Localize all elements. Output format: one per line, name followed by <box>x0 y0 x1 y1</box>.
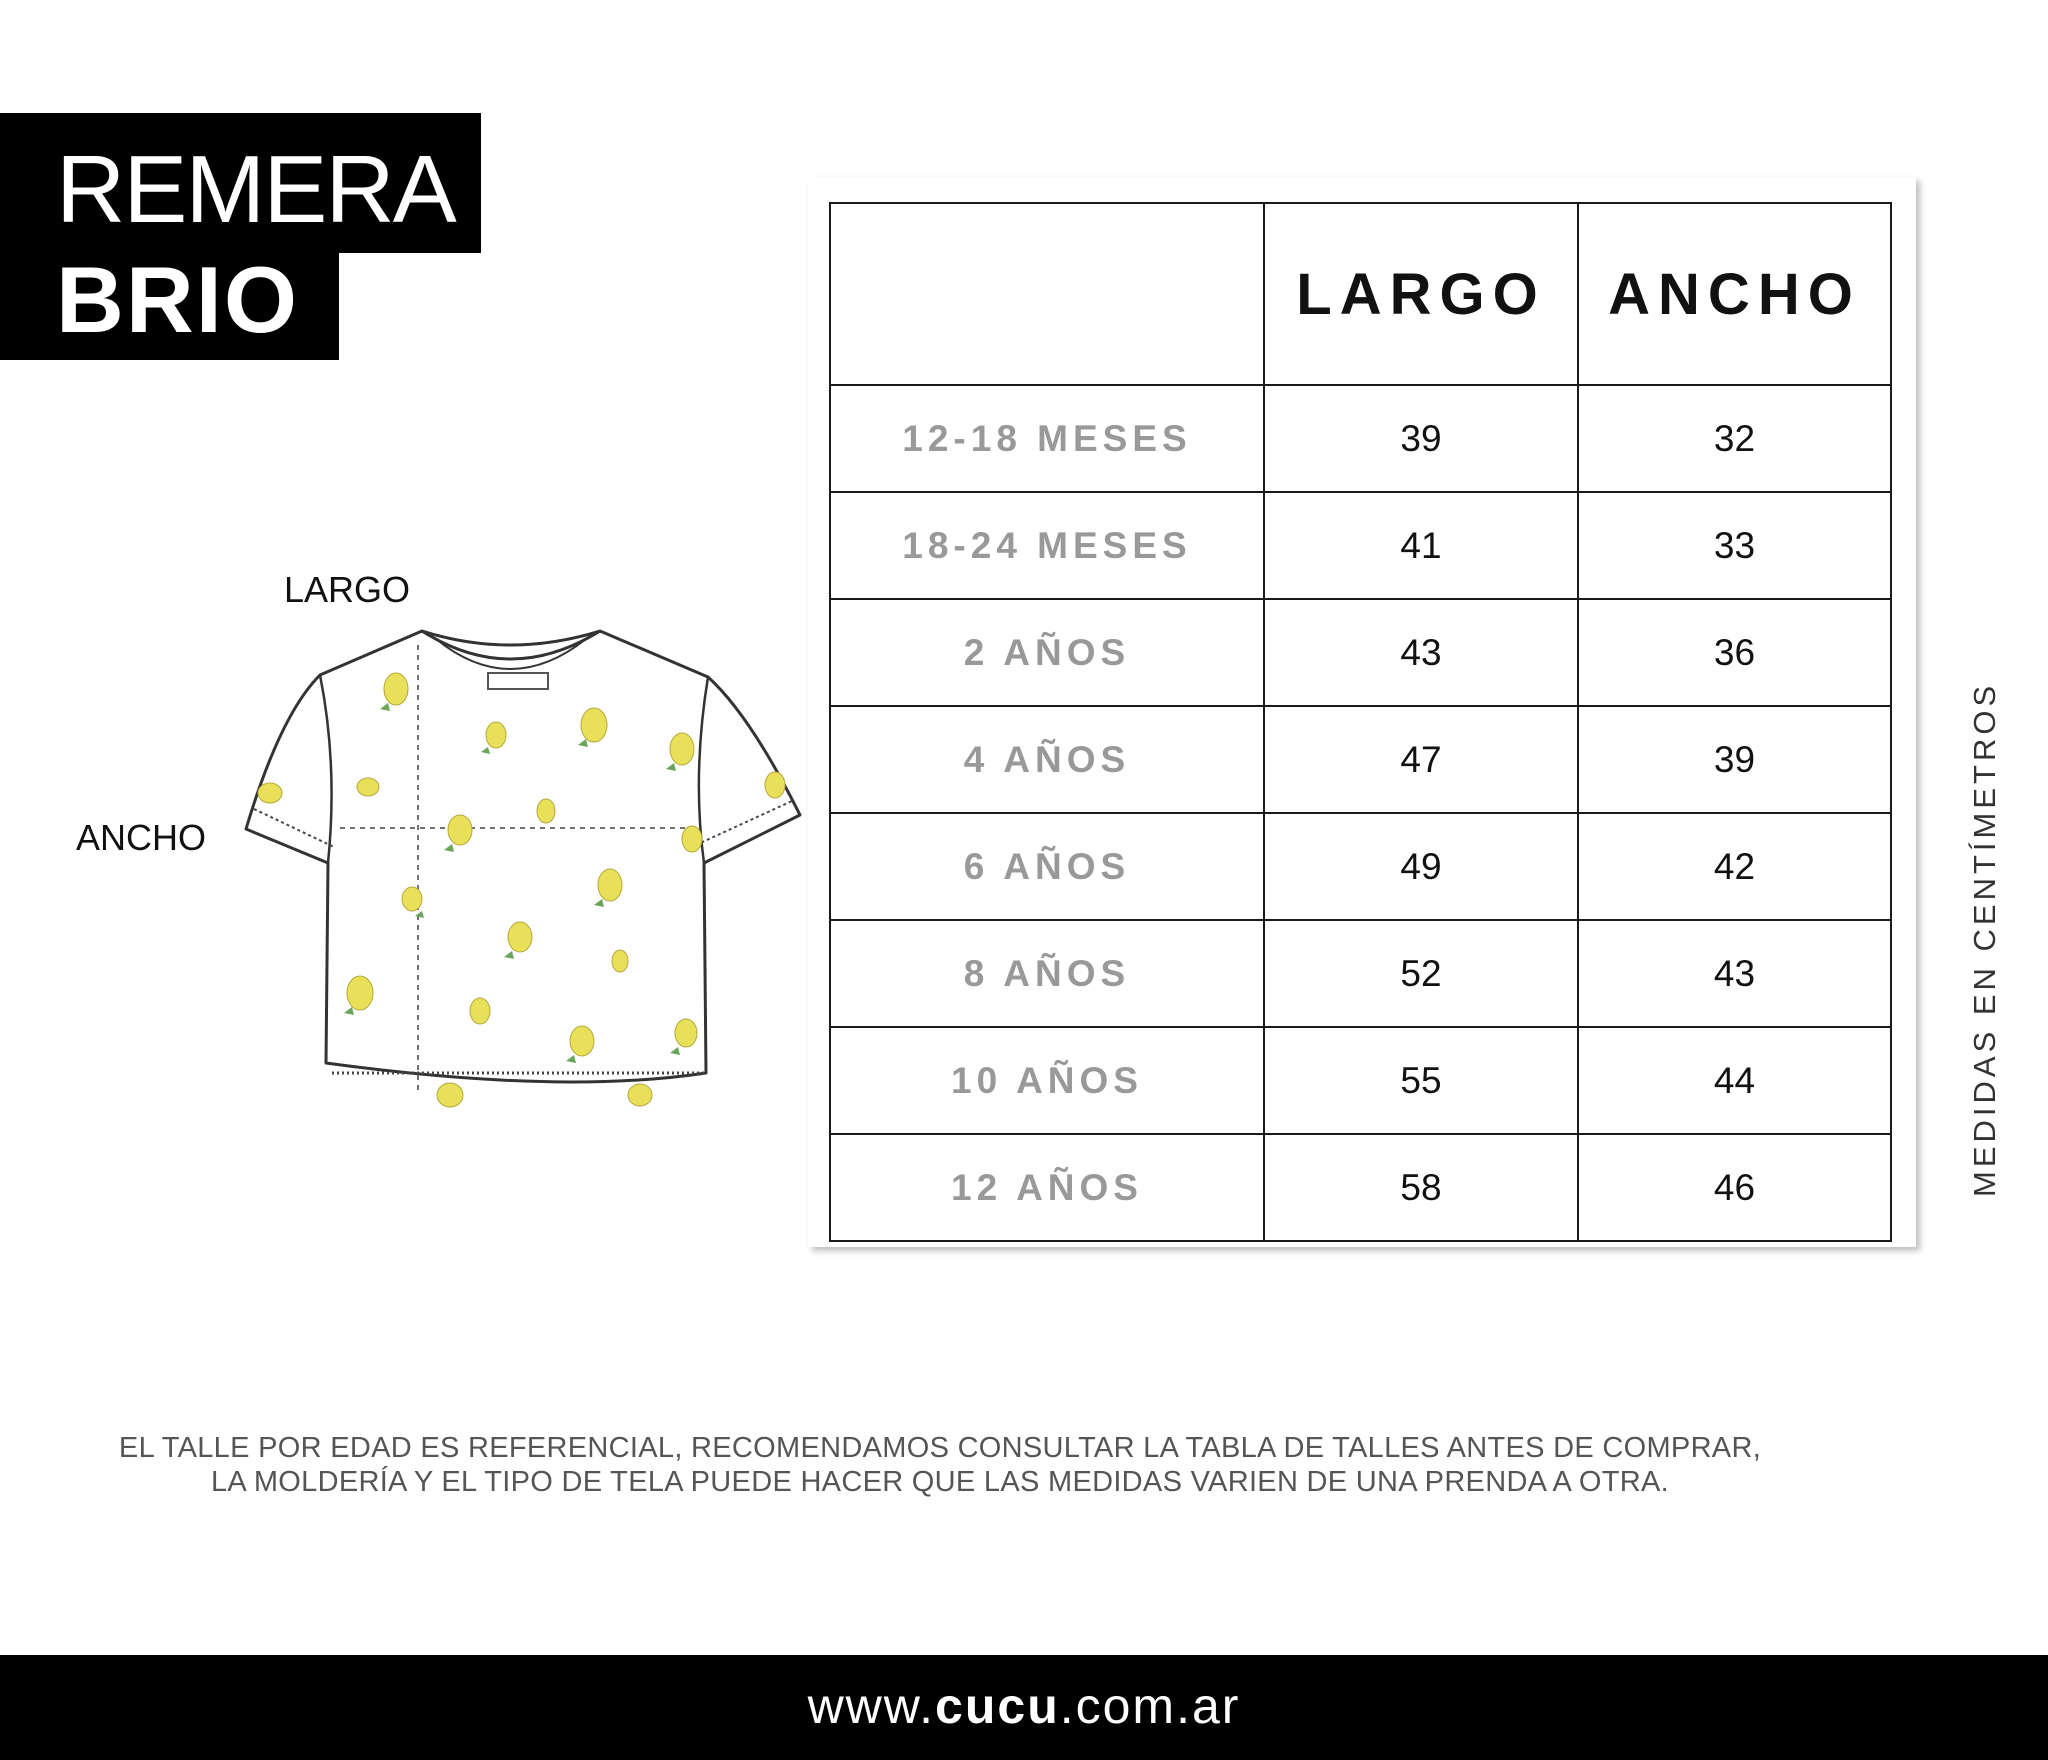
size-cell: 2 AÑOS <box>830 599 1264 706</box>
tshirt-illustration <box>230 615 810 1135</box>
table-row <box>830 599 1891 706</box>
ancho-cell: 32 <box>1578 385 1891 492</box>
header-empty <box>830 203 1264 385</box>
diagram-ancho-label: ANCHO <box>76 817 207 858</box>
size-cell: 8 AÑOS <box>830 920 1264 1027</box>
header-ancho: ANCHO <box>1578 203 1891 385</box>
header-largo: LARGO <box>1264 203 1578 385</box>
size-cell: 12-18 MESES <box>830 385 1264 492</box>
url-brand: cucu <box>935 1678 1060 1734</box>
ancho-cell: 43 <box>1578 920 1891 1027</box>
largo-cell: 39 <box>1264 385 1578 492</box>
table-row <box>830 920 1891 1027</box>
table-header-row <box>830 203 1891 385</box>
largo-cell: 49 <box>1264 813 1578 920</box>
product-name-title: BRIO <box>56 247 299 352</box>
table-row <box>830 492 1891 599</box>
size-cell: 18-24 MESES <box>830 492 1264 599</box>
largo-cell: 47 <box>1264 706 1578 813</box>
ancho-cell: 46 <box>1578 1134 1891 1241</box>
ancho-cell: 42 <box>1578 813 1891 920</box>
ancho-cell: 36 <box>1578 599 1891 706</box>
table-row <box>830 813 1891 920</box>
size-cell: 12 AÑOS <box>830 1134 1264 1241</box>
disclaimer <box>100 1431 1780 1499</box>
largo-cell: 41 <box>1264 492 1578 599</box>
table-row <box>830 385 1891 492</box>
ancho-cell: 33 <box>1578 492 1891 599</box>
largo-cell: 55 <box>1264 1027 1578 1134</box>
table-row <box>830 706 1891 813</box>
ancho-cell: 39 <box>1578 706 1891 813</box>
website-url[interactable] <box>0 1676 2048 1736</box>
disclaimer-line-2: LA MOLDERÍA Y EL TIPO DE TELA PUEDE HACER QUE LAS MEDIDAS VARIEN DE UNA PRENDA A OTRA. <box>211 1466 1669 1498</box>
ancho-cell: 44 <box>1578 1027 1891 1134</box>
size-table <box>829 202 1892 1242</box>
table-row <box>830 1134 1891 1241</box>
diagram-largo-label: LARGO <box>284 569 411 610</box>
largo-cell: 43 <box>1264 599 1578 706</box>
product-type-title: REMERA <box>56 136 455 243</box>
size-cell: 10 AÑOS <box>830 1027 1264 1134</box>
size-cell: 4 AÑOS <box>830 706 1264 813</box>
table-row <box>830 1027 1891 1134</box>
url-suffix: .com.ar <box>1059 1678 1241 1734</box>
size-cell: 6 AÑOS <box>830 813 1264 920</box>
units-note: MEDIDAS EN CENTÍMETROS <box>1967 681 2002 1197</box>
url-prefix: www. <box>807 1678 936 1734</box>
disclaimer-line-1: EL TALLE POR EDAD ES REFERENCIAL, RECOMENDAMOS CONSULTAR LA TABLA DE TALLES ANTES DE COMPRAR, <box>118 1432 1762 1464</box>
largo-cell: 58 <box>1264 1134 1578 1241</box>
largo-cell: 52 <box>1264 920 1578 1027</box>
